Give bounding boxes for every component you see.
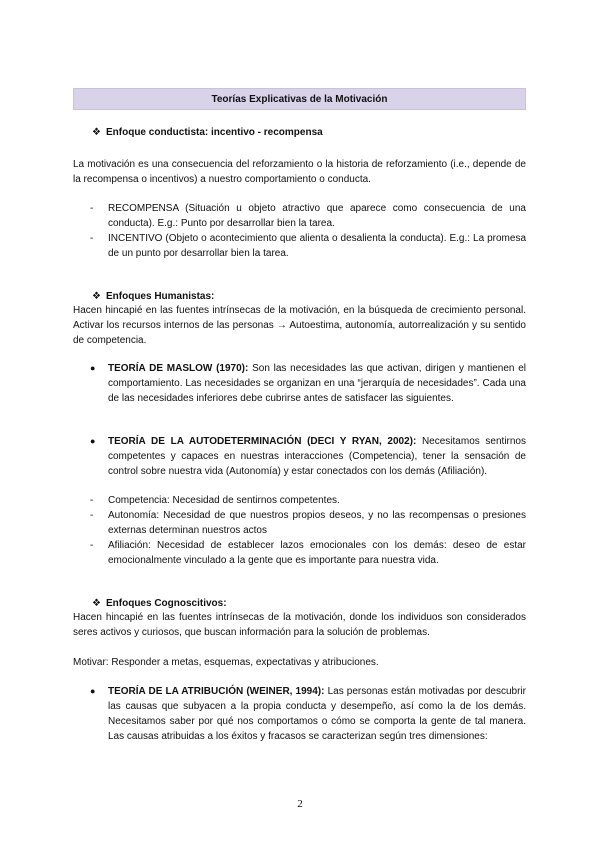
section-heading-conductista xyxy=(92,125,545,140)
bullet-dot-icon: ● xyxy=(90,363,96,373)
maslow-title: TEORÍA DE MASLOW (1970): xyxy=(108,363,249,374)
autodeterminacion-description: Necesitamos sentirnos competentes y capaces en nuestras interacciones (Competencia), tener la sensación de control sobre nuestra vida (Autonomía) y estar conectados con los demás (Afiliación). xyxy=(108,436,526,477)
list-item-autonomia xyxy=(90,508,526,538)
maslow-text xyxy=(108,361,526,406)
dash-marker: - xyxy=(90,510,94,521)
atribucion-description: Las personas están motivadas por descubrir las causas que subyacen a la propia conducta y desempeño, así como la de los demás. Necesitamos saber por qué nos comportamos o cómo se comporta la gente de tal manera. Las causas atribuidas a los éxitos y fracasos se caracterizan según tres dimensiones: xyxy=(108,686,526,742)
list-item-afiliacion xyxy=(90,538,526,568)
atribucion-title: TEORÍA DE LA ATRIBUCIÓN (WEINER, 1994): xyxy=(108,686,325,697)
bullet-dot-icon: ● xyxy=(90,686,96,696)
paragraph-humanistas: Hacen hincapié en las fuentes intrínsecas de la motivación, en la búsqueda de crecimiento personal. Activar los recursos internos de las personas → Autoestima, autonomía, autorrealización y su sentido de competencia. xyxy=(73,305,526,346)
bullet-dot-icon: ● xyxy=(90,436,96,446)
paragraph-conductista: La motivación es una consecuencia del reforzamiento o la historia de reforzamiento (i.e., depende de la recompensa o incentivos) a nuestro comportamiento o conducta. xyxy=(73,159,526,185)
list-item-autodeterminacion xyxy=(90,434,526,479)
list-item-text: RECOMPENSA (Situación u objeto atractivo que aparece como consecuencia de una conducta). E.g.: Punto por desarrollar bien la tarea. xyxy=(108,203,526,229)
heading-text: Enfoques Humanistas: xyxy=(106,291,215,302)
atribucion-text xyxy=(108,684,526,744)
maslow-description: Son las necesidades las que activan, dirigen y mantienen el comportamiento. Las necesidades se organizan en una “jerarquía de necesidades”. Cada una de las necesidades inferiores debe cubrirse antes de satisfacer las siguientes. xyxy=(108,363,526,404)
list-item-incentivo xyxy=(90,231,526,261)
section-heading-cognoscitivos xyxy=(92,596,545,611)
dash-marker: - xyxy=(90,233,94,244)
page-number: 2 xyxy=(297,798,303,810)
diamond-bullet-icon: ❖ xyxy=(92,127,101,138)
list-item-recompensa xyxy=(90,201,526,231)
list-item-atribucion xyxy=(90,684,526,744)
page-title: Teorías Explicativas de la Motivación xyxy=(73,88,526,110)
dash-marker: - xyxy=(90,495,94,506)
dash-marker: - xyxy=(90,540,94,551)
section-heading-humanistas xyxy=(92,289,545,304)
list-item-text: Afiliación: Necesidad de establecer lazos emocionales con los demás: deseo de estar emocionalmente vinculado a la gente que es importante para nuestra vida. xyxy=(108,540,526,566)
heading-text: Enfoques Cognoscitivos: xyxy=(106,598,227,609)
list-item-text: INCENTIVO (Objeto o acontecimiento que alienta o desalienta la conducta). E.g.: La promesa de un punto por desarrollar bien la tarea. xyxy=(108,233,526,259)
dash-marker: - xyxy=(90,203,94,214)
autodeterminacion-text xyxy=(108,434,526,479)
list-item-text: Competencia: Necesidad de sentirnos competentes. xyxy=(108,495,340,506)
list-item-text: Autonomía: Necesidad de que nuestros propios deseos, y no las recompensas o presiones externas determinan nuestros actos xyxy=(108,510,526,536)
paragraph-cognoscitivos: Hacen hincapié en las fuentes intrínsecas de la motivación, donde los individuos son considerados seres activos y curiosos, que buscan información para la solución de problemas. xyxy=(73,612,526,638)
diamond-bullet-icon: ❖ xyxy=(92,598,101,609)
list-item-competencia xyxy=(90,493,526,508)
diamond-bullet-icon: ❖ xyxy=(92,291,101,302)
paragraph-motivar: Motivar: Responder a metas, esquemas, expectativas y atribuciones. xyxy=(73,657,379,668)
heading-text: Enfoque conductista: incentivo - recompensa xyxy=(106,127,323,138)
list-item-maslow xyxy=(90,361,526,406)
autodeterminacion-title: TEORÍA DE LA AUTODETERMINACIÓN (DECI Y RYAN, 2002): xyxy=(108,436,417,447)
